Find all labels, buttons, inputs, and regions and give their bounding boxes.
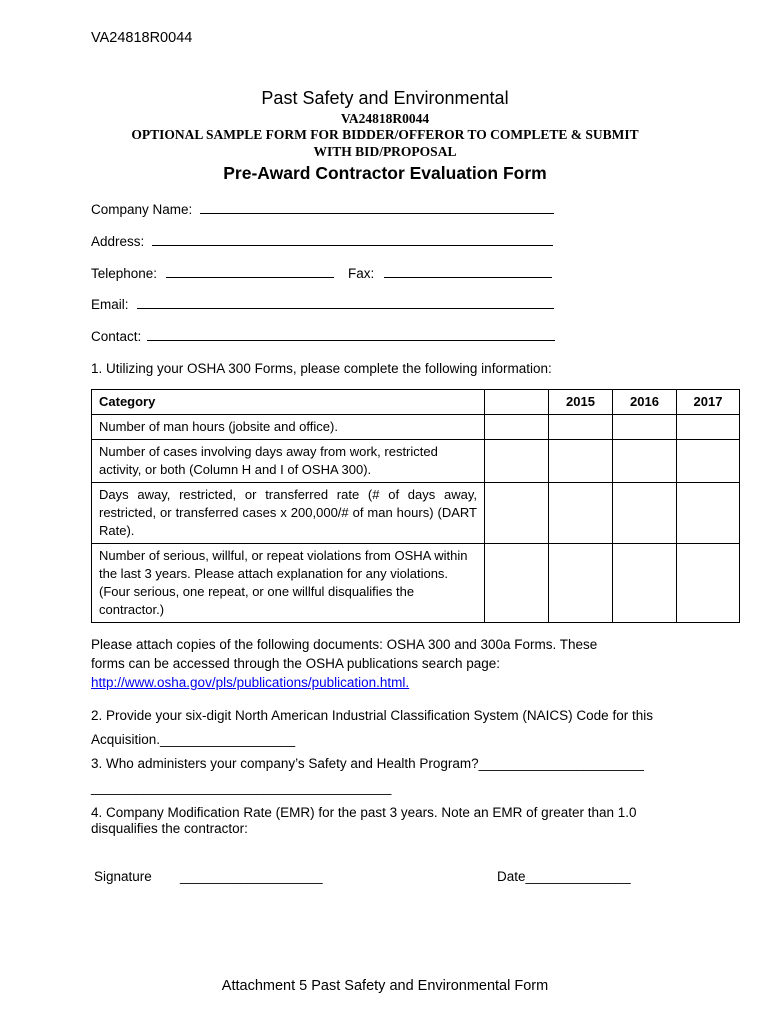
table-header-2016: 2016 bbox=[613, 390, 677, 415]
table-row bbox=[92, 415, 740, 440]
table-header-2017: 2017 bbox=[677, 390, 740, 415]
table-cell[interactable] bbox=[677, 483, 740, 544]
table-row-label: Days away, restricted, or transferred rate (# of days away, restricted, or transferred cases x 200,000/# of man hours) (DART Rate). bbox=[92, 483, 485, 544]
table-cell[interactable] bbox=[485, 440, 549, 483]
email-blank[interactable] bbox=[137, 296, 554, 309]
question-2-line1: 2. Provide your six-digit North American Industrial Classification System (NAICS) Code for this bbox=[91, 708, 653, 723]
table-row-label: Number of cases involving days away from work, restricted activity, or both (Column H and I of OSHA 300). bbox=[92, 440, 485, 483]
table-row-label: Number of serious, willful, or repeat violations from OSHA within the last 3 years. Please attach explanation for any violations. (Four serious, one repeat, or one willful disqualifies the contractor.) bbox=[92, 544, 485, 623]
fax-blank[interactable] bbox=[384, 265, 552, 278]
table-row bbox=[92, 440, 740, 483]
form-name: Pre-Award Contractor Evaluation Form bbox=[223, 163, 547, 183]
osha-table bbox=[91, 389, 740, 623]
company-name-blank[interactable] bbox=[200, 201, 554, 214]
table-header-category: Category bbox=[92, 390, 485, 415]
contact-field bbox=[91, 328, 555, 344]
table-cell[interactable] bbox=[485, 415, 549, 440]
question-4-line1: 4. Company Modification Rate (EMR) for the past 3 years. Note an EMR of greater than 1.0 bbox=[91, 805, 637, 820]
fax-label: Fax: bbox=[348, 266, 375, 281]
form-subtitle-line1: OPTIONAL SAMPLE FORM FOR BIDDER/OFFEROR TO COMPLETE & SUBMIT bbox=[131, 127, 639, 142]
telephone-field bbox=[91, 265, 334, 281]
table-cell[interactable] bbox=[613, 483, 677, 544]
date-field[interactable]: Date______________ bbox=[497, 869, 631, 884]
question-4-line2: disqualifies the contractor: bbox=[91, 821, 248, 836]
telephone-label: Telephone: bbox=[91, 266, 158, 281]
table-cell[interactable] bbox=[549, 440, 613, 483]
solicitation-id-header: VA24818R0044 bbox=[91, 30, 193, 46]
table-cell[interactable] bbox=[613, 440, 677, 483]
email-field bbox=[91, 296, 554, 312]
address-field bbox=[91, 233, 553, 249]
form-title: Past Safety and Environmental bbox=[261, 88, 509, 108]
table-cell[interactable] bbox=[677, 415, 740, 440]
contact-label: Contact: bbox=[91, 329, 142, 344]
table-cell[interactable] bbox=[613, 544, 677, 623]
table-cell[interactable] bbox=[677, 544, 740, 623]
table-cell[interactable] bbox=[549, 544, 613, 623]
table-cell[interactable] bbox=[549, 415, 613, 440]
signature-blank[interactable]: ___________________ bbox=[180, 869, 323, 884]
table-cell[interactable] bbox=[549, 483, 613, 544]
fax-field bbox=[348, 265, 552, 281]
table-cell[interactable] bbox=[677, 440, 740, 483]
table-row-label: Number of man hours (jobsite and office). bbox=[92, 415, 485, 440]
question-1: 1. Utilizing your OSHA 300 Forms, please complete the following information: bbox=[91, 361, 552, 376]
table-cell[interactable] bbox=[485, 544, 549, 623]
form-solicitation-id: VA24818R0044 bbox=[340, 111, 430, 126]
table-header-row bbox=[92, 390, 740, 415]
email-label: Email: bbox=[91, 297, 129, 312]
address-blank[interactable] bbox=[152, 233, 553, 246]
question-3-line1: 3. Who administers your company’s Safety and Health Program?______________________ bbox=[91, 756, 644, 771]
table-row bbox=[92, 483, 740, 544]
attach-note-line2: forms can be accessed through the OSHA publications search page: bbox=[91, 656, 500, 671]
page-footer: Attachment 5 Past Safety and Environmental Form bbox=[221, 978, 549, 994]
attach-note-line1: Please attach copies of the following documents: OSHA 300 and 300a Forms. These bbox=[91, 637, 598, 652]
table-header-blank bbox=[485, 390, 549, 415]
table-cell[interactable] bbox=[613, 415, 677, 440]
table-row bbox=[92, 544, 740, 623]
address-label: Address: bbox=[91, 234, 145, 249]
signature-label: Signature bbox=[94, 869, 152, 884]
contact-blank[interactable] bbox=[147, 328, 555, 341]
table-cell[interactable] bbox=[485, 483, 549, 544]
company-name-field bbox=[91, 201, 554, 217]
osha-publications-link[interactable]: http://www.osha.gov/pls/publications/publication.html. bbox=[91, 675, 410, 690]
question-3-line2: ________________________________________ bbox=[91, 780, 392, 795]
company-name-label: Company Name: bbox=[91, 202, 193, 217]
question-2-line2: Acquisition.__________________ bbox=[91, 732, 296, 747]
form-subtitle-line2: WITH BID/PROPOSAL bbox=[313, 144, 457, 159]
table-header-2015: 2015 bbox=[549, 390, 613, 415]
telephone-blank[interactable] bbox=[166, 265, 334, 278]
